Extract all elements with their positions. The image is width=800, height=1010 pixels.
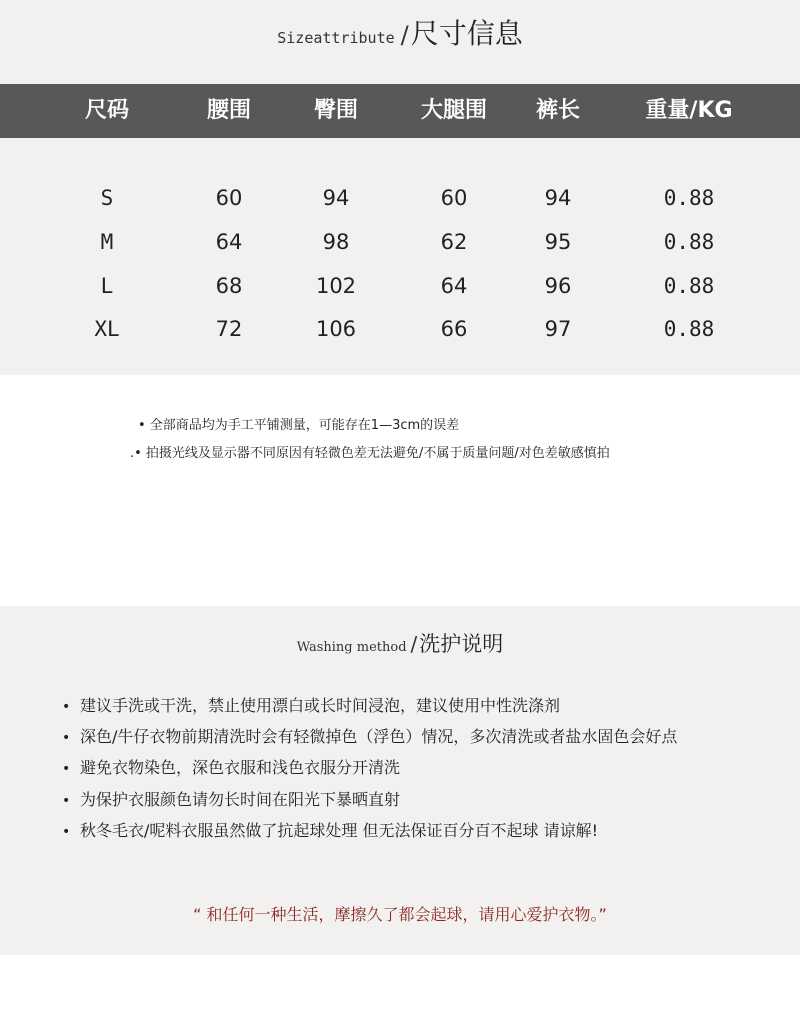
bullet-icon: • [62, 730, 71, 746]
bullet-icon: • [62, 761, 71, 777]
list-item [62, 692, 560, 720]
bullet-icon: • [62, 824, 71, 840]
note-color-difference: .• 拍摄光线及显示器不同原因有轻微色差无法避免/不属于质量问题/对色差敏感慎拍 [130, 446, 610, 461]
care-quote: “ 和任何一种生活，摩擦久了都会起球，请用心爱护衣物。” [193, 905, 607, 924]
cell-thigh: 64 [440, 274, 468, 298]
cell-size: S [100, 186, 114, 210]
size-table-header [0, 84, 800, 138]
cell-length: 96 [544, 274, 572, 298]
cell-weight: 0.88 [663, 186, 715, 210]
washing-title-separator: / [410, 632, 418, 656]
header-size: 尺码 [84, 98, 130, 123]
list-item [62, 817, 598, 845]
table-row [0, 309, 800, 349]
cell-size: M [100, 230, 114, 254]
header-length: 裤长 [535, 98, 581, 123]
header-waist: 腰围 [206, 98, 252, 123]
cell-thigh: 66 [440, 317, 468, 341]
size-title-cn: 尺寸信息 [410, 17, 523, 50]
table-row [0, 222, 800, 262]
cell-weight: 0.88 [663, 317, 715, 341]
cell-weight: 0.88 [663, 274, 715, 298]
header-hip: 臀围 [313, 98, 359, 123]
size-title [0, 12, 800, 62]
header-thigh: 大腿围 [420, 98, 488, 123]
table-row [0, 178, 800, 218]
size-title-en: Sizeattribute [277, 29, 395, 47]
cell-size: XL [94, 317, 120, 341]
list-item [62, 786, 400, 814]
washing-item-text: 秋冬毛衣/呢料衣服虽然做了抗起球处理 但无法保证百分百不起球 请谅解! [80, 821, 598, 840]
cell-hip: 94 [322, 186, 350, 210]
cell-thigh: 60 [440, 186, 468, 210]
table-row [0, 266, 800, 306]
note-measurement-error: • 全部商品均为手工平铺测量，可能存在1—3cm的误差 [138, 418, 460, 433]
cell-waist: 72 [215, 317, 243, 341]
washing-item-text: 避免衣物染色，深色衣服和浅色衣服分开清洗 [80, 758, 401, 777]
washing-item-text: 深色/牛仔衣物前期清洗时会有轻微掉色（浮色）情况，多次清洗或者盐水固色会好点 [80, 727, 678, 746]
cell-length: 97 [544, 317, 572, 341]
cell-thigh: 62 [440, 230, 468, 254]
bullet-icon: • [62, 793, 71, 809]
washing-title-cn: 洗护说明 [419, 632, 504, 656]
cell-waist: 68 [215, 274, 243, 298]
list-item [62, 754, 400, 782]
list-item [62, 723, 677, 751]
washing-title [0, 628, 800, 664]
bullet-icon: • [62, 699, 71, 715]
washing-section [0, 606, 800, 955]
cell-hip: 102 [315, 274, 357, 298]
washing-title-en: Washing method [296, 640, 407, 655]
cell-size: L [100, 274, 114, 298]
cell-waist: 64 [215, 230, 243, 254]
header-weight: 重量/KG [645, 98, 733, 123]
cell-hip: 106 [315, 317, 357, 341]
cell-length: 94 [544, 186, 572, 210]
size-info-section [0, 0, 800, 375]
washing-item-text: 为保护衣服颜色请勿长时间在阳光下暴晒直射 [80, 790, 401, 809]
size-title-separator: / [400, 21, 409, 49]
cell-length: 95 [544, 230, 572, 254]
washing-item-text: 建议手洗或干洗，禁止使用漂白或长时间浸泡，建议使用中性洗涤剂 [80, 696, 561, 715]
cell-hip: 98 [322, 230, 350, 254]
cell-weight: 0.88 [663, 230, 715, 254]
cell-waist: 60 [215, 186, 243, 210]
